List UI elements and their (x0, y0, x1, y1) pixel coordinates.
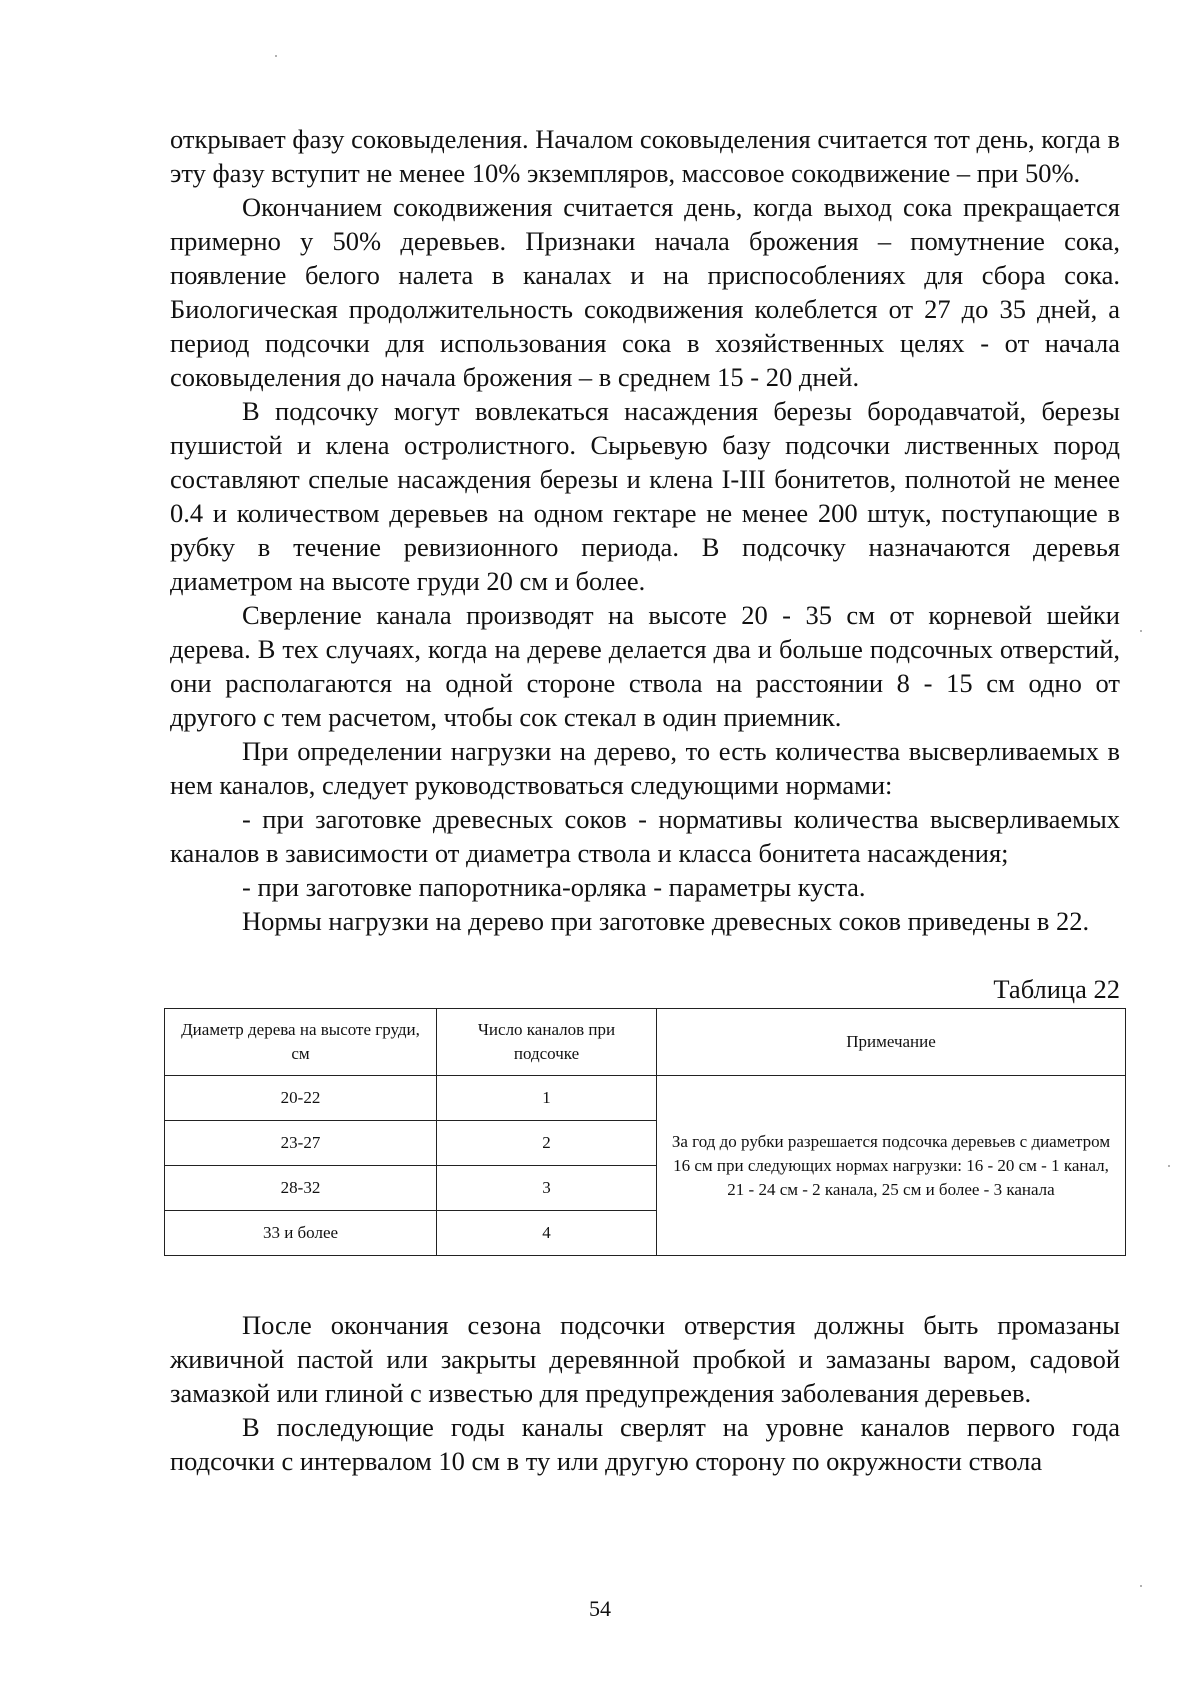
paragraph-after-season: После окончания сезона подсочки отверстия должны быть промазаны живичной пастой или закрыты деревянной пробкой и замазаны варом, садовой замазкой или глиной с известью для предупреждения заболевания деревьев. (170, 1310, 1120, 1408)
paragraph-following-years: В последующие годы каналы сверлят на уровне каналов первого года подсочки с интервалом 10 см в ту или другую сторону по окружности ствола (170, 1412, 1120, 1476)
page-number: 54 (589, 1596, 611, 1621)
cell-channels: 4 (437, 1211, 657, 1256)
cell-diameter: 23-27 (165, 1121, 437, 1166)
paragraph-3: В подсочку могут вовлекаться насаждения березы бородавчатой, березы пушистой и клена остролистного. Сырьевую базу подсочки лиственных пород составляют спелые насаждения березы и клена I-III бонитетов, полнотой не менее 0.4 и количеством деревьев на одном гектаре не менее 200 штук, поступающие в рубку в течение ревизионного периода. В подсочку назначаются деревья диаметром на высоте груди 20 см и более. (170, 396, 1120, 596)
header-channels: Число каналов при подсочке (437, 1009, 657, 1076)
cell-note: За год до рубки разрешается подсочка деревьев с диаметром 16 см при следующих нормах нагрузки: 16 - 20 см - 1 канал, 21 - 24 см - 2 канала, 25 см и более - 3 канала (657, 1076, 1126, 1256)
list-item-fern: - при заготовке папоротника-орляка - параметры куста. (242, 872, 866, 902)
header-note: Примечание (657, 1009, 1126, 1076)
document-page (170, 122, 1120, 1478)
scan-speck (1140, 1585, 1142, 1587)
load-norms-table (164, 1008, 1126, 1256)
paragraph-5: При определении нагрузки на дерево, то есть количества высверливаемых в нем каналов, следует руководствоваться следующими нормами: (170, 736, 1120, 800)
list-item-sap: - при заготовке древесных соков - нормативы количества высверливаемых каналов в зависимости от диаметра ствола и класса бонитета насаждения; (170, 804, 1120, 868)
header-diameter: Диаметр дерева на высоте груди, см (165, 1009, 437, 1076)
paragraph-4: Сверление канала производят на высоте 20 - 35 см от корневой шейки дерева. В тех случаях, когда на дереве делается два и больше подсочных отверстий, они располагаются на одной стороне ствола на расстоянии 8 - 15 см одно от другого с тем расчетом, чтобы сок стекал в один приемник. (170, 600, 1120, 732)
paragraph-2: Окончанием сокодвижения считается день, когда выход сока прекращается примерно у 50% деревьев. Признаки начала брожения – помутнение сока, появление белого налета в каналах и на приспособлениях для сбора сока. Биологическая продолжительность сокодвижения колеблется от 27 до 35 дней, а период подсочки для использования сока в хозяйственных целях - от начала соковыделения до начала брожения – в среднем 15 - 20 дней. (170, 192, 1120, 392)
cell-diameter: 28-32 (165, 1166, 437, 1211)
paragraph-1: открывает фазу соковыделения. Началом соковыделения считается тот день, когда в эту фазу вступит не менее 10% экземпляров, массовое сокодвижение – при 50%. (170, 124, 1120, 188)
cell-channels: 3 (437, 1166, 657, 1211)
scan-speck (1140, 630, 1142, 632)
table-header-row (165, 1009, 1126, 1076)
cell-channels: 1 (437, 1076, 657, 1121)
cell-diameter: 20-22 (165, 1076, 437, 1121)
scan-speck (1168, 1165, 1170, 1167)
cell-diameter: 33 и более (165, 1211, 437, 1256)
table-caption: Таблица 22 (993, 974, 1120, 1004)
table-row (165, 1076, 1126, 1121)
cell-channels: 2 (437, 1121, 657, 1166)
paragraph-table-reference: Нормы нагрузки на дерево при заготовке древесных соков приведены в 22. (242, 906, 1090, 936)
scan-speck (275, 55, 277, 57)
